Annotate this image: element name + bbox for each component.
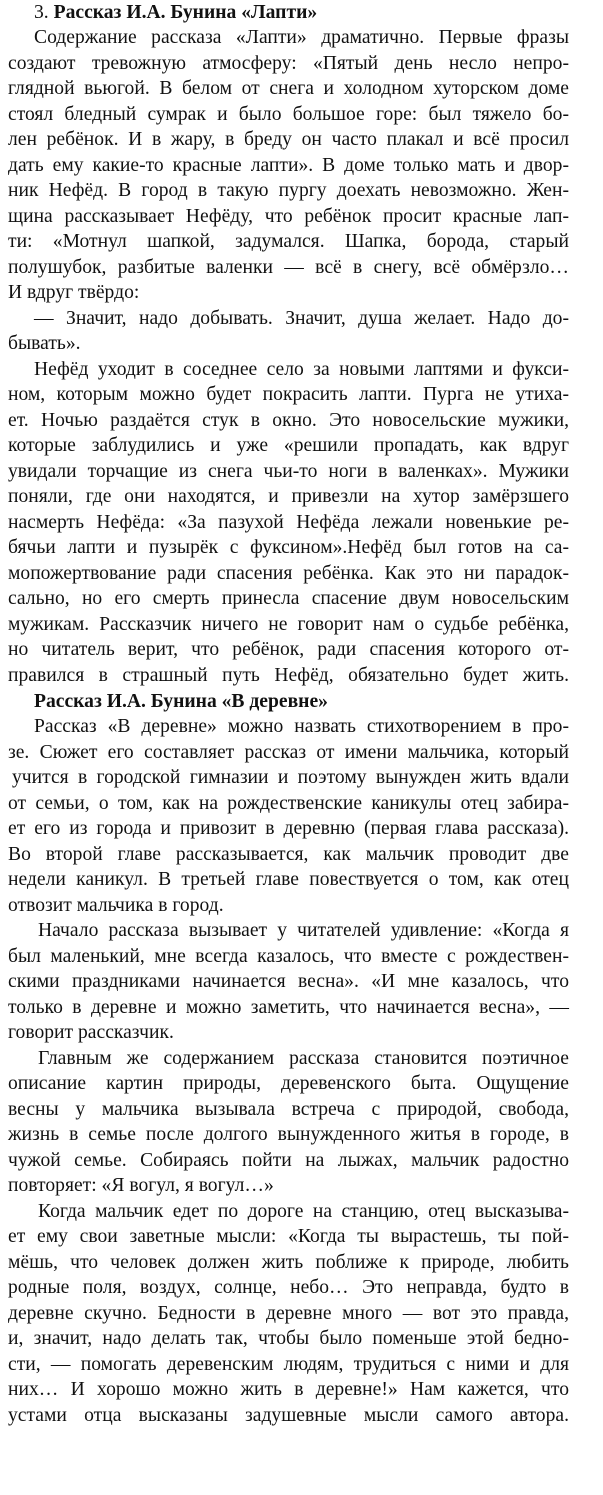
text-line: был маленький, мне всегда казалось, что вместе с рождествен- (8, 946, 569, 967)
text-line: зе. Сюжет его составляет рассказ от имени мальчика, который (8, 742, 569, 763)
text-line: чужой семье. Собираясь пойти на лыжах, мальчик радостно (8, 1150, 569, 1171)
text-line: ет ему свои заветные мысли: «Когда ты вырастешь, ты пой- (8, 1226, 569, 1247)
text-line: Когда мальчик едет по дороге на станцию, отец высказыва- (38, 1201, 569, 1222)
text-line: правился в страшный путь Нефёд, обязательно будет жить. (8, 665, 569, 686)
text-line: щина рассказывает Нефёду, что ребёнок просит красные лап- (8, 206, 569, 227)
text-line: недели каникул. В третьей главе повествуется о том, как отец (8, 869, 569, 890)
text-line: ном, которым можно будет покрасить лапти. Пурга не утиха- (8, 384, 569, 405)
text-line: мопожертвование ради спасения ребёнка. Как это ни парадок- (8, 563, 569, 584)
text-line: полушубок, разбитые валенки — всё в снегу, всё обмёрзло… (8, 257, 569, 278)
section-heading (34, 0, 354, 25)
text-line: скими праздниками начинается весна». «И мне казалось, что (8, 971, 569, 992)
text-line: создают тревожную атмосферу: «Пятый день несло непро- (8, 53, 569, 74)
text-line: сти, — помогать деревенским людям, трудиться с ними и для (8, 1354, 569, 1375)
text-line: глядной вьюгой. В белом от снега и холодном хуторском доме (8, 78, 569, 99)
text-line: весны у мальчика вызывала встреча с природой, свобода, (8, 1099, 569, 1120)
text-line: Нефёд уходит в соседнее село за новыми лаптями и фукси- (34, 359, 569, 380)
text-line: Начало рассказа вызывает у читателей удивление: «Когда я (38, 920, 569, 941)
text-line: Главным же содержанием рассказа становится поэтичное (38, 1048, 569, 1069)
text-line: ет его из города и привозит в деревню (первая глава рассказа). (8, 818, 569, 839)
text-line: Рассказ «В деревне» можно назвать стихотворением в про- (34, 716, 569, 737)
text-line: стоял бледный сумрак и было большое горе: был тяжело бо- (8, 104, 569, 125)
text-line: Во второй главе рассказывается, как мальчик проводит две (8, 844, 569, 865)
text-line: дать ему какие-то красные лапти». В доме только мать и двор- (8, 155, 569, 176)
text-line: ет. Ночью раздаётся стук в окно. Это новосельские мужики, (8, 410, 569, 431)
text-line: И вдруг твёрдо: (8, 282, 140, 303)
text-line: и, значит, надо делать так, чтобы было поменьше этой бедно- (8, 1328, 569, 1349)
text-line: но читатель верит, что ребёнок, ради спасения которого от- (8, 639, 569, 660)
text-line: бывать». (8, 333, 81, 354)
text-line: сально, но его смерть принесла спасение двум новосельским (8, 588, 569, 609)
text-line: поняли, где они находятся, и привезли на хутор замёрзшего (8, 486, 569, 507)
text-line: описание картин природы, деревенского быта. Ощущение (8, 1073, 569, 1094)
text-line: отвозит мальчика в город. (8, 895, 224, 916)
text-line: повторяет: «Я вогул, я вогул…» (8, 1175, 274, 1196)
text-line: говорит рассказчик. (8, 1022, 174, 1043)
text-line: бячьи лапти и пузырёк с фуксином».Нефёд был готов на са- (8, 537, 569, 558)
text-line: мёшь, что человек должен жить поближе к природе, любить (8, 1252, 569, 1273)
text-line: них… И хорошо можно жить в деревне!» Нам кажется, что (8, 1379, 569, 1400)
text-line: — Значит, надо добывать. Значит, душа желает. Надо до- (34, 308, 569, 329)
text-line: деревне скучно. Бедности в деревне много — вот это правда, (8, 1303, 569, 1324)
section-number: 3. (34, 2, 49, 23)
section-title: Рассказ И.А. Бунина «В деревне» (34, 691, 328, 712)
text-line: учится в городской гимназии и поэтому вынужден жить вдали (12, 767, 569, 788)
text-line: устами отца высказаны задушевные мысли самого автора. (8, 1405, 569, 1426)
text-line: от семьи, о том, как на рождественские каникулы отец забира- (8, 793, 569, 814)
text-line: только в деревне и можно заметить, что начинается весна», — (8, 997, 569, 1018)
text-line: ти: «Мотнул шапкой, задумался. Шапка, борода, старый (8, 231, 569, 252)
text-line: жизнь в семье после долгого вынужденного житья в городе, в (8, 1124, 569, 1145)
text-line: насмерть Нефёда: «За пазухой Нефёда лежали новенькие ре- (8, 512, 569, 533)
text-line: увидали торчащие из снега чьи-то ноги в валенках». Мужики (8, 461, 569, 482)
text-line: родные поля, воздух, солнце, небо… Это неправда, будто в (8, 1277, 569, 1298)
text-line: которые заблудились и уже «решили пропадать, как вдруг (8, 435, 569, 456)
section-title: Рассказ И.А. Бунина «Лапти» (53, 2, 318, 23)
text-line: Содержание рассказа «Лапти» драматично. Первые фразы (34, 27, 569, 48)
text-line: ник Нефёд. В город в такую пургу доехать невозможно. Жен- (8, 180, 569, 201)
text-line: мужикам. Рассказчик ничего не говорит нам о судьбе ребёнка, (8, 614, 569, 635)
text-line: лен ребёнок. И в жару, в бреду он часто плакал и всё просил (8, 129, 569, 150)
